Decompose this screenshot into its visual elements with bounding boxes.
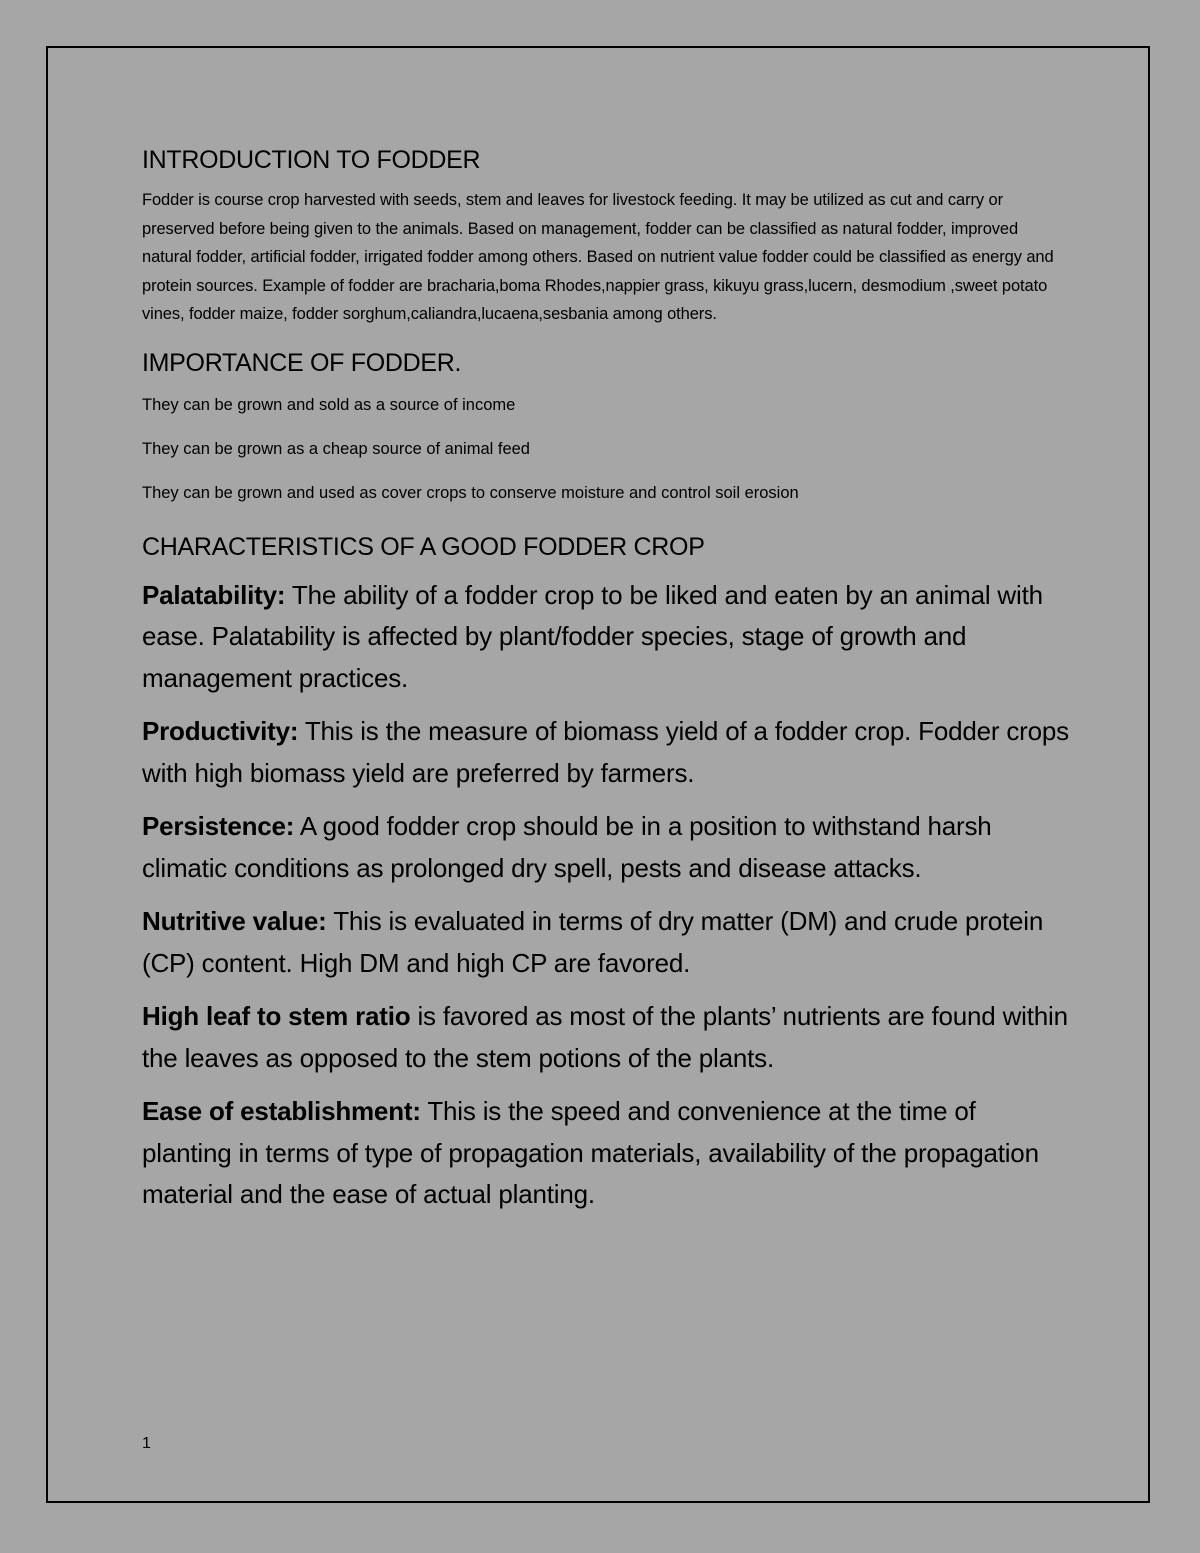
characteristic-productivity <box>142 711 1072 794</box>
importance-item: They can be grown as a cheap source of animal feed <box>142 439 530 458</box>
characteristic-nutritive-value <box>142 901 1072 984</box>
characteristic-text: This is evaluated in terms of dry matter (DM) and crude protein (CP) content. High DM and high CP are favored. <box>142 906 1044 978</box>
characteristic-term: Nutritive value: <box>142 906 327 936</box>
importance-item: They can be grown and used as cover crops to conserve moisture and control soil erosion <box>142 483 799 502</box>
document-body <box>142 140 1072 1216</box>
characteristics-heading: CHARACTERISTICS OF A GOOD FODDER CROP <box>142 532 705 561</box>
characteristic-term: High leaf to stem ratio <box>142 1001 411 1031</box>
characteristic-term: Productivity: <box>142 716 299 746</box>
characteristic-palatability <box>142 575 1072 700</box>
page-number: 1 <box>142 1435 151 1452</box>
characteristic-text: The ability of a fodder crop to be liked and eaten by an animal with ease. Palatability is affected by plant/fodder species, stage of growth and management practices. <box>142 579 1043 693</box>
characteristic-term: Palatability: <box>142 579 286 610</box>
characteristic-persistence <box>142 806 1072 889</box>
characteristic-text: This is the speed and convenience at the time of planting in terms of type of propagation materials, availability of the propagation material and the ease of actual planting. <box>142 1096 1039 1209</box>
importance-item: They can be grown and sold as a source of income <box>142 395 516 414</box>
importance-heading: IMPORTANCE OF FODDER. <box>142 348 462 377</box>
characteristic-term: Persistence: <box>142 811 295 841</box>
intro-heading: INTRODUCTION TO FODDER <box>142 146 481 174</box>
characteristic-leaf-stem-ratio <box>142 996 1072 1079</box>
characteristic-text: This is the measure of biomass yield of a fodder crop. Fodder crops with high biomass yield are preferred by farmers. <box>142 716 1069 788</box>
intro-paragraph: Fodder is course crop harvested with seeds, stem and leaves for livestock feeding. It may be utilized as cut and carry or preserved before being given to the animals. Based on management, fodder can be classified as natural fodder, improved natural fodder, artificial fodder, irrigated fodder among others. Based on nutrient value fodder could be classified as energy and protein sources. Example of fodder are bracharia,boma Rhodes,nappier grass, kikuyu grass,lucern, desmodium ,sweet potato vines, fodder maize, fodder sorghum,caliandra,lucaena,sesbania among others. <box>142 191 1054 323</box>
characteristic-text: A good fodder crop should be in a position to withstand harsh climatic conditions as prolonged dry spell, pests and disease attacks. <box>142 811 992 883</box>
characteristic-term: Ease of establishment: <box>142 1096 421 1126</box>
characteristic-text: is favored as most of the plants’ nutrients are found within the leaves as opposed to the stem potions of the plants. <box>142 1001 1068 1073</box>
characteristic-ease-of-establishment <box>142 1091 1072 1216</box>
